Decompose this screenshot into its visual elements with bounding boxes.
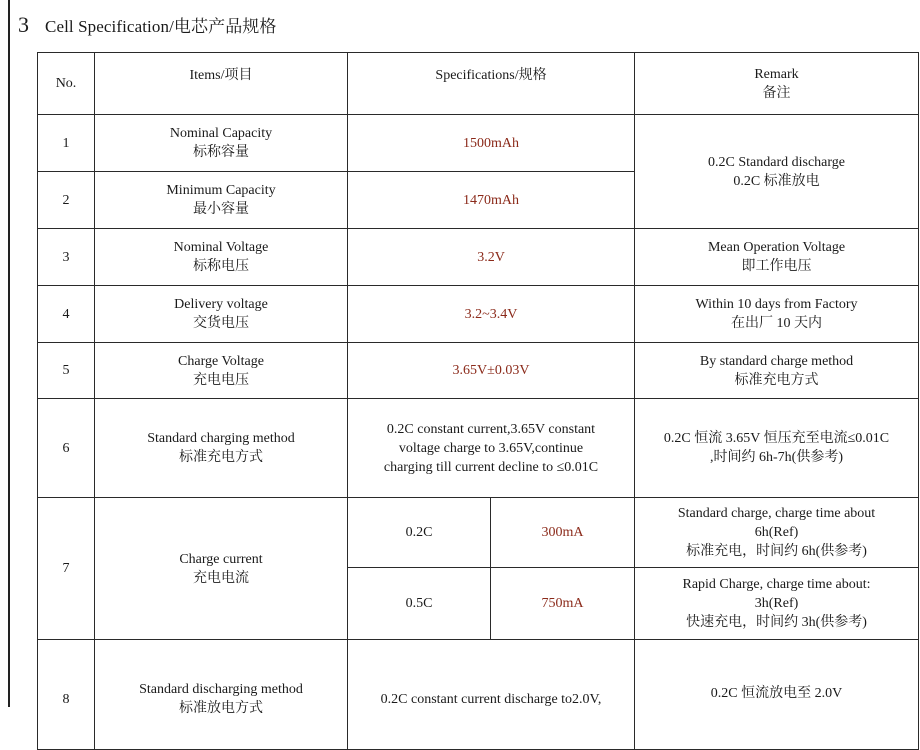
section-number: 3 bbox=[18, 12, 29, 37]
item-cell bbox=[95, 172, 348, 229]
item-label-cn: 充电电流 bbox=[193, 570, 249, 586]
charge-rate: 0.5C bbox=[348, 568, 491, 640]
row-number: 3 bbox=[38, 229, 95, 286]
item-cell bbox=[95, 286, 348, 343]
header-remark-en: Remark bbox=[754, 66, 799, 82]
row-number: 2 bbox=[38, 172, 95, 229]
item-label-en: Nominal Capacity bbox=[169, 126, 273, 141]
remark-line: 快速充电，时间约 3h(供参考) bbox=[686, 615, 867, 630]
spec-text bbox=[348, 640, 635, 750]
remark-en: By standard charge method bbox=[699, 353, 854, 369]
header-specifications: Specifications/规格 bbox=[348, 53, 635, 115]
remark-cn: 0.2C 标准放电 bbox=[733, 173, 820, 189]
header-items: Items/项目 bbox=[95, 53, 348, 115]
header-no: No. bbox=[38, 53, 95, 115]
remark-cell bbox=[635, 229, 919, 286]
header-remark bbox=[635, 53, 919, 115]
table-row bbox=[38, 115, 919, 172]
spec-value: 3.2V bbox=[348, 229, 635, 286]
row-number: 7 bbox=[38, 498, 95, 640]
remark-en: Within 10 days from Factory bbox=[695, 297, 858, 312]
item-label-en: Charge current bbox=[179, 551, 263, 567]
remark-line: Rapid Charge, charge time about: bbox=[682, 577, 871, 592]
item-label-en: Delivery voltage bbox=[174, 297, 268, 312]
cell-spec-table bbox=[37, 52, 919, 750]
remark-line: 标准充电，时间约 6h(供参考) bbox=[686, 544, 867, 559]
remark-cn: 标准充电方式 bbox=[734, 372, 819, 388]
item-cell bbox=[95, 498, 348, 640]
item-label-cn: 标称电压 bbox=[193, 259, 249, 274]
remark-cell bbox=[635, 640, 919, 750]
remark-line: 0.2C 恒流放电至 2.0V bbox=[710, 686, 843, 701]
item-label-cn: 交货电压 bbox=[193, 316, 249, 331]
remark-line: ,时间约 6h-7h(供参考) bbox=[710, 450, 844, 465]
row-number: 1 bbox=[38, 115, 95, 172]
item-label-en: Nominal Voltage bbox=[173, 240, 269, 255]
spec-value: 3.65V±0.03V bbox=[348, 343, 635, 399]
header-remark-cn: 备注 bbox=[762, 85, 791, 101]
spec-value: 3.2~3.4V bbox=[348, 286, 635, 343]
table-row bbox=[38, 498, 919, 568]
table-row bbox=[38, 640, 919, 750]
table-row bbox=[38, 229, 919, 286]
spec-line: 0.2C constant current,3.65V constant bbox=[386, 421, 596, 437]
charge-current-value: 750mA bbox=[491, 568, 635, 640]
remark-cell bbox=[635, 498, 919, 568]
section-heading bbox=[18, 12, 277, 46]
spec-line: 0.2C constant current discharge to2.0V, bbox=[380, 692, 602, 707]
remark-line: Standard charge, charge time about bbox=[677, 506, 876, 521]
item-label-en: Charge Voltage bbox=[178, 353, 264, 369]
item-cell bbox=[95, 115, 348, 172]
table-header-row bbox=[38, 53, 919, 115]
item-label-en: Standard discharging method bbox=[139, 682, 303, 697]
charge-rate: 0.2C bbox=[348, 498, 491, 568]
item-label-cn: 最小容量 bbox=[193, 202, 249, 217]
remark-cn: 即工作电压 bbox=[741, 259, 812, 274]
item-label-en: Minimum Capacity bbox=[166, 183, 276, 198]
spec-text bbox=[348, 399, 635, 498]
remark-en: Mean Operation Voltage bbox=[707, 240, 846, 255]
remark-line: 3h(Ref) bbox=[754, 596, 799, 611]
row-number: 6 bbox=[38, 399, 95, 498]
item-label-cn: 标称容量 bbox=[193, 145, 249, 160]
spec-value: 1500mAh bbox=[348, 115, 635, 172]
spec-line: voltage charge to 3.65V,continue bbox=[398, 440, 584, 456]
item-label-cn: 标准充电方式 bbox=[179, 450, 263, 465]
remark-cell bbox=[635, 115, 919, 229]
table-row bbox=[38, 286, 919, 343]
remark-cell bbox=[635, 568, 919, 640]
remark-en: 0.2C Standard discharge bbox=[708, 154, 846, 170]
row-number: 8 bbox=[38, 640, 95, 750]
spec-value: 1470mAh bbox=[348, 172, 635, 229]
remark-line: 6h(Ref) bbox=[754, 525, 799, 540]
remark-cell bbox=[635, 286, 919, 343]
item-cell bbox=[95, 640, 348, 750]
left-margin-rule bbox=[8, 0, 10, 707]
remark-cell bbox=[635, 399, 919, 498]
remark-line: 0.2C 恒流 3.65V 恒压充至电流≤0.01C bbox=[663, 431, 890, 446]
section-title: Cell Specification/电芯产品规格 bbox=[45, 17, 277, 36]
table-row bbox=[38, 343, 919, 399]
remark-cell bbox=[635, 343, 919, 399]
row-number: 5 bbox=[38, 343, 95, 399]
remark-cn: 在出厂 10 天内 bbox=[731, 316, 823, 331]
spec-line: charging till current decline to ≤0.01C bbox=[383, 459, 599, 475]
item-cell bbox=[95, 343, 348, 399]
item-label-en: Standard charging method bbox=[147, 431, 295, 446]
item-label-cn: 充电电压 bbox=[193, 372, 249, 388]
item-label-cn: 标准放电方式 bbox=[179, 701, 263, 716]
table-row bbox=[38, 399, 919, 498]
item-cell bbox=[95, 229, 348, 286]
charge-current-value: 300mA bbox=[491, 498, 635, 568]
item-cell bbox=[95, 399, 348, 498]
row-number: 4 bbox=[38, 286, 95, 343]
